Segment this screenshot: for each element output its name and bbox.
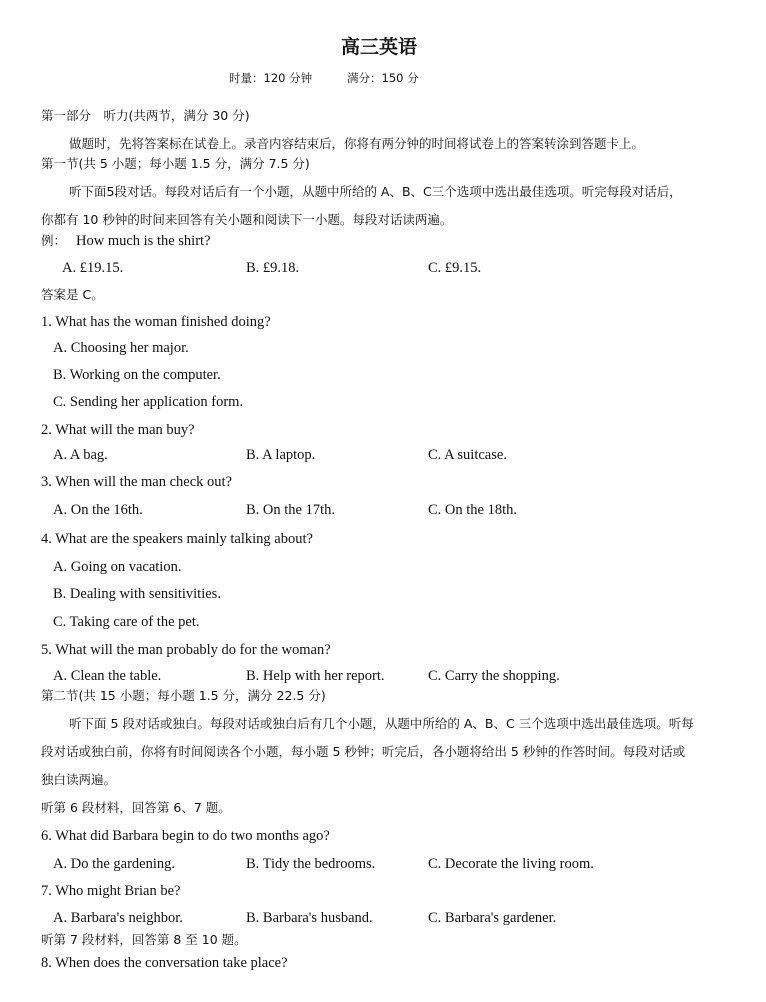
question-4: 4. What are the speakers mainly talking about? bbox=[41, 531, 313, 547]
q4-option-a: A. Going on vacation. bbox=[53, 559, 182, 575]
q7-option-a: A. Barbara's neighbor. bbox=[53, 910, 183, 926]
example-option-a: A. £19.15. bbox=[62, 260, 124, 276]
section1-instructions-line2: 你都有 10 秒钟的时间来回答有关小题和阅读下一小题。每段对话读两遍。 bbox=[41, 212, 453, 227]
q7-option-c: C. Barbara's gardener. bbox=[428, 910, 557, 926]
section1-heading: 第一节(共 5 小题；每小题 1.5 分，满分 7.5 分) bbox=[41, 156, 310, 171]
full-score: 满分：150 分 bbox=[347, 71, 419, 85]
example-option-c: C. £9.15. bbox=[428, 260, 482, 276]
question-2: 2. What will the man buy? bbox=[41, 422, 195, 438]
q4-option-b: B. Dealing with sensitivities. bbox=[53, 586, 221, 602]
section2-instructions-line1: 听下面 5 段对话或独白。每段对话或独白后有几个小题，从题中所给的 A、B、C 三个选项中选出最佳选项。听每 bbox=[69, 716, 694, 731]
section1-instructions-line1: 听下面5段对话。每段对话后有一个小题，从题中所给的 A、B、C三个选项中选出最佳选项。听完每段对话后， bbox=[69, 184, 682, 199]
example-option-b: B. £9.18. bbox=[246, 260, 300, 276]
material-6-note: 听第 6 段材料，回答第 6、7 题。 bbox=[41, 800, 231, 815]
q4-option-c: C. Taking care of the pet. bbox=[53, 614, 200, 630]
q5-option-a: A. Clean the table. bbox=[53, 668, 162, 684]
time-limit: 时量：120 分钟 bbox=[229, 71, 313, 85]
section2-instructions-line3: 独白读两遍。 bbox=[41, 772, 117, 787]
q7-option-b: B. Barbara's husband. bbox=[246, 910, 373, 926]
q5-option-c: C. Carry the shopping. bbox=[428, 668, 560, 684]
q1-option-a: A. Choosing her major. bbox=[53, 340, 189, 356]
question-1: 1. What has the woman finished doing? bbox=[41, 314, 271, 330]
q2-option-b: B. A laptop. bbox=[246, 447, 316, 463]
q2-option-a: A. A bag. bbox=[53, 447, 108, 463]
q5-option-b: B. Help with her report. bbox=[246, 668, 385, 684]
example-question: How much is the shirt? bbox=[76, 233, 211, 249]
q3-option-c: C. On the 18th. bbox=[428, 502, 518, 518]
q6-option-a: A. Do the gardening. bbox=[53, 856, 176, 872]
section2-instructions-line2: 段对话或独白前，你将有时间阅读各个小题，每小题 5 秒钟；听完后，各小题将给出 5 秒钟的作答时间。每段对话或 bbox=[41, 744, 686, 759]
page-title: 高三英语 bbox=[341, 36, 418, 58]
question-7: 7. Who might Brian be? bbox=[41, 883, 181, 899]
question-6: 6. What did Barbara begin to do two months ago? bbox=[41, 828, 330, 844]
part1-heading: 第一部分 听力(共两节，满分 30 分) bbox=[41, 108, 250, 123]
q1-option-c: C. Sending her application form. bbox=[53, 394, 244, 410]
q1-option-b: B. Working on the computer. bbox=[53, 367, 221, 383]
q3-option-b: B. On the 17th. bbox=[246, 502, 336, 518]
q3-option-a: A. On the 16th. bbox=[53, 502, 143, 518]
question-5: 5. What will the man probably do for the woman? bbox=[41, 642, 331, 658]
q6-option-b: B. Tidy the bedrooms. bbox=[246, 856, 376, 872]
question-8: 8. When does the conversation take place? bbox=[41, 955, 288, 971]
part1-intro: 做题时，先将答案标在试卷上。录音内容结束后，你将有两分钟的时间将试卷上的答案转涂到答题卡上。 bbox=[69, 136, 645, 151]
q6-option-c: C. Decorate the living room. bbox=[428, 856, 594, 872]
q2-option-c: C. A suitcase. bbox=[428, 447, 507, 463]
section2-heading: 第二节(共 15 小题；每小题 1.5 分，满分 22.5 分) bbox=[41, 688, 326, 703]
question-3: 3. When will the man check out? bbox=[41, 474, 232, 490]
material-7-note: 听第 7 段材料，回答第 8 至 10 题。 bbox=[41, 932, 247, 947]
example-prefix: 例： bbox=[41, 233, 67, 248]
example-answer: 答案是 C。 bbox=[41, 287, 104, 302]
